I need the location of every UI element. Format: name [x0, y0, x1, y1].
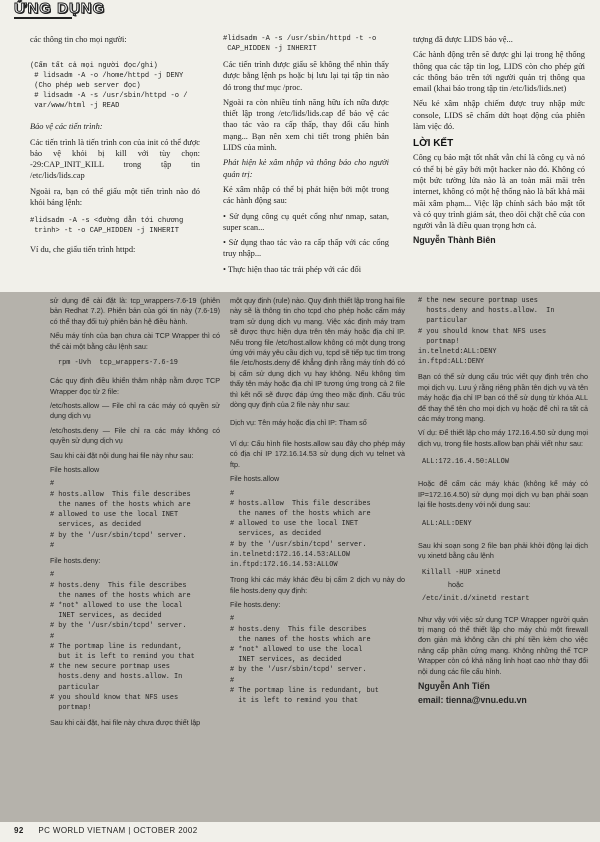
box-column-1 [50, 296, 220, 816]
paragraph: Trong khi các máy khác đều bị cấm 2 dịch vụ này do file hosts.deny quy định: [230, 575, 405, 595]
author-signature: Nguyễn Thành Biên [413, 235, 496, 246]
code-block: #lidsadm -A -s /usr/sbin/httpd -t -o CAP_HIDDEN -j INHERIT [223, 35, 377, 53]
code-block: #lidsadm -A -s <đường dẫn tới chương trình> -t -o CAP_HIDDEN -j INHERIT [30, 217, 184, 236]
issue-date: OCTOBER 2002 [133, 826, 198, 835]
paragraph: /etc/hosts.allow — File chỉ ra các máy có quyền sử dụng dịch vụ [50, 401, 220, 421]
paragraph: Các quy định điều khiển thâm nhập nằm được TCP Wrapper đọc từ 2 file: [50, 376, 220, 396]
code-block: rpm -Uvh tcp_wrappers-7.6-19 [58, 359, 178, 368]
column-1 [30, 34, 200, 289]
box-column-3 [418, 296, 588, 816]
paragraph: Hoặc để cấm các máy khác (không kể máy có IP=172.16.4.50) sử dụng mọi dịch vụ bạn phải soạn lại file hosts.deny với nội dung sau: [418, 479, 588, 510]
paragraph: Ngoài ra, bạn có thể giấu một tiến trình nào đó khỏi bảng lệnh: [30, 186, 200, 208]
author-signature: Nguyễn Anh Tiến [418, 680, 490, 691]
subheading: Phát hiện kẻ xâm nhập và thông báo cho người quản trị: [223, 158, 389, 179]
code-block: ALL:ALL:DENY [422, 519, 472, 528]
paragraph: sử dụng để cài đặt là: tcp_wrappers-7.6-19 (phiên bản Redhat 7.2). Phiên bản của gói tin này (7.6-19) có thể thay đổi tuỳ phiên bản hệ điều hành. [50, 296, 220, 326]
paragraph: một quy định (rule) nào. Quy định thiết lập trong hai file này sẽ là thông tin cho tcpd cho phép hoặc cấm máy trạm sử dụng dịch vụ mạng. Việc xác định máy trạm sẽ được thực hiện dựa trên tên máy hoặc địa chỉ IP. Nếu trong file /etc/host.allow không có một dụng trong ứng với máy yêu cầu dịch vụ, tcpd sẽ tiếp tục tìm trong file /etc/hosts.deny để khẳng định rằng máy tính đó có bị cấm sử dụng dịch vụ hay không. Nếu không tìm thấy tên máy hoặc địa chỉ IP tương ứng trong cả 2 file thì kết nối sẽ được đáp ứng theo mặc định. Cấu trúc dòng quy định của 2 file này như sau: [230, 296, 405, 410]
header-underline [14, 17, 72, 19]
paragraph: Kẻ xâm nhập có thể bị phát hiện bởi một trong các hành động sau: [223, 184, 389, 206]
paragraph: Sau khi cài đặt, hai file này chưa được thiết lập [50, 718, 201, 728]
code-block: ALL:172.16.4.50:ALLOW [422, 458, 509, 467]
paragraph: Như vậy với việc sử dụng TCP Wrapper người quản trị mạng có thể thiết lập cho máy chủ một firewall đơn giản mà không cần chi phí tiền kèm cho việc nâng cấp phần cứng mạng. Không những thế TCP Wrapper còn có khả năng linh hoạt cao nhờ thay đổi nội dung các file cấu hình. [418, 614, 588, 676]
paragraph: các thông tin cho mọi người: [30, 35, 127, 44]
paragraph: • Sử dụng thao tác vào ra cấp thấp với các cổng truy nhập... [223, 238, 389, 259]
section-heading: LỜI KẾT [413, 138, 454, 150]
paragraph: Bạn có thể sử dụng cấu trúc viết quy định trên cho mọi dịch vụ. Lưu ý rằng riêng phần tên dịch vụ và tên máy hoặc địa chỉ IP bạn có thể sử dụng từ khóa ALL để thay thế tên cho mọi dịch vụ hoặc để chỉ ra tất cả các máy trong mạng. [418, 372, 588, 424]
paragraph: tượng đã được LIDS bảo vệ... [413, 35, 513, 44]
code-block: Killall -HUP xinetd [422, 568, 501, 577]
code-block: # # hosts.deny This file describes the names of the hosts which are # *not* allowed to use the local INET services, as decided # by the '/usr/sbin/tcpd' server. # # The portmap line is redundant, but it is left to remind you that # the new secure portmap uses hosts.deny and hosts.allow. In particular # you should know that NFS uses portmap! [50, 571, 195, 712]
paragraph: Dịch vụ: Tên máy hoặc địa chỉ IP: Tham số [230, 418, 367, 428]
paragraph: File hosts.deny: [50, 555, 101, 565]
paragraph: Công cụ bảo mật tốt nhất vẫn chỉ là công cụ và nó có thể bị bẻ gãy bởi một hacker nào đó. Không có một bức tường lửa nào là an toàn mãi mãi trên internet, không có một hệ thống nào là bất khả mãi mãi xâm phạm... Việc lập chính sách bảo mật tốt và có quy trình giám sát, theo dõi chặt chẽ của con người vẫn là điều quan trọng hơn cả. [413, 153, 585, 231]
section-header [14, 0, 105, 18]
paragraph: Ví dụ: Cấu hình file hosts.allow sau đây cho phép máy có địa chỉ IP 172.16.14.53 sử dụng dịch vụ telnet và ftp. [230, 438, 405, 469]
paragraph: /etc/hosts.deny — File chỉ ra các máy không có quyền sử dụng dịch vụ [50, 425, 220, 446]
subheading: Bảo vệ các tiến trình: [30, 122, 103, 132]
paragraph: File hosts.allow [50, 465, 100, 475]
footer-separator: | [128, 826, 134, 835]
column-2 [223, 34, 389, 289]
column-3 [413, 34, 585, 289]
code-block: # # hosts.allow This file describes the names of the hosts which are # allowed to use the local INET services, as decided # by the '/usr/sbin/tcpd' server. # [50, 480, 191, 550]
paragraph: Sau khi soạn song 2 file bạn phải khởi động lại dịch vụ xinetd bằng câu lệnh [418, 540, 588, 561]
code-block: # the new secure portmap uses hosts.deny and hosts.allow. In particular # you should know that NFS uses portmap! in.telnetd:ALL:DENY in.ftpd:ALL:DENY [418, 297, 555, 367]
page-number: 92 [14, 826, 24, 835]
paragraph: Các tiến trình là tiến trình con của init có thể được bảo vệ khỏi bị kill với tùy chọn: -29:CAP_INIT_KILL trong tập tin /etc/lids/lids.cap [30, 137, 200, 181]
paragraph: File hosts.allow [230, 474, 280, 484]
author-email: email: tienna@vnu.edu.vn [418, 694, 527, 705]
code-block: (Cấm tất cả mọi người đọc/ghi) # lidsadm -A -o /home/httpd -j DENY (Cho phép web server đọc) # lidsadm -A -s /usr/sbin/httpd -o / var/www/html -j READ [30, 62, 188, 111]
code-block: # # hosts.allow This file describes the names of the hosts which are # allowed to use the local INET services, as decided # by the '/usr/sbin/tcpd' server. in.telnetd:172.16.14.53:ALLOW in.ftpd:172.16.14.53:ALLOW [230, 489, 371, 569]
paragraph: Ngoài ra còn nhiều tính năng hữu ích nữa được thiết lập trong /etc/lids/lids.cap để bảo vệ các thao tác vào ra cấp thấp, thay đổi cấu hình mạng... Bạn nên xem chi tiết trong phiên bản LIDS của mình. [223, 97, 389, 153]
paragraph: • Thực hiện thao tác trái phép với các đối [223, 264, 362, 274]
code-block: /etc/init.d/xinetd restart [422, 595, 530, 604]
paragraph: • Sử dụng công cụ quét cổng như nmap, satan, super scan... [223, 211, 389, 232]
paragraph: File hosts.deny: [230, 599, 281, 609]
publication-name: PC WORLD VIETNAM [38, 826, 126, 835]
section-header-label: ỨNG DỤNG [14, 0, 106, 17]
paragraph: Sau khi cài đặt nội dung hai file này như sau: [50, 450, 194, 460]
box-column-2 [230, 296, 405, 816]
paragraph: Các hành động trên sẽ được ghi lại trong hệ thống thông qua các tập tin log, LIDS còn cho phép gửi các thông báo trên tới người quản trị thông qua email (khai báo trong tập tin /etc/lids/lids.net) [413, 50, 585, 94]
paragraph: hoặc [448, 579, 464, 589]
paragraph: Nếu máy tính của bạn chưa cài TCP Wrapper thì có thể cài một bằng câu lệnh sau: [50, 331, 220, 351]
code-block: # # hosts.deny This file describes the names of the hosts which are # *not* allowed to use the local INET services, as decided # by the '/usr/sbin/tcpd' server. # # The portmap line is redundant, but it is left to remind you that [230, 615, 379, 705]
paragraph: Các tiến trình được giấu sẽ không thể nhìn thấy được bằng lệnh ps hoặc bị lưu lại tại tập tin nào đó trong thư mục /proc. [223, 60, 389, 92]
paragraph: Ví du, che giấu tiến trình httpd: [30, 245, 136, 255]
paragraph: Ví dụ: Để thiết lập cho máy 172.16.4.50 sử dụng mọi dịch vụ, trong file hosts.allow bạn phải viết như sau: [418, 428, 588, 448]
page-footer [14, 826, 198, 835]
paragraph: Nếu kẻ xâm nhập chiếm được truy nhập mức console, LIDS sẽ chấm dứt hoạt động của phiên làm việc đó. [413, 99, 585, 132]
